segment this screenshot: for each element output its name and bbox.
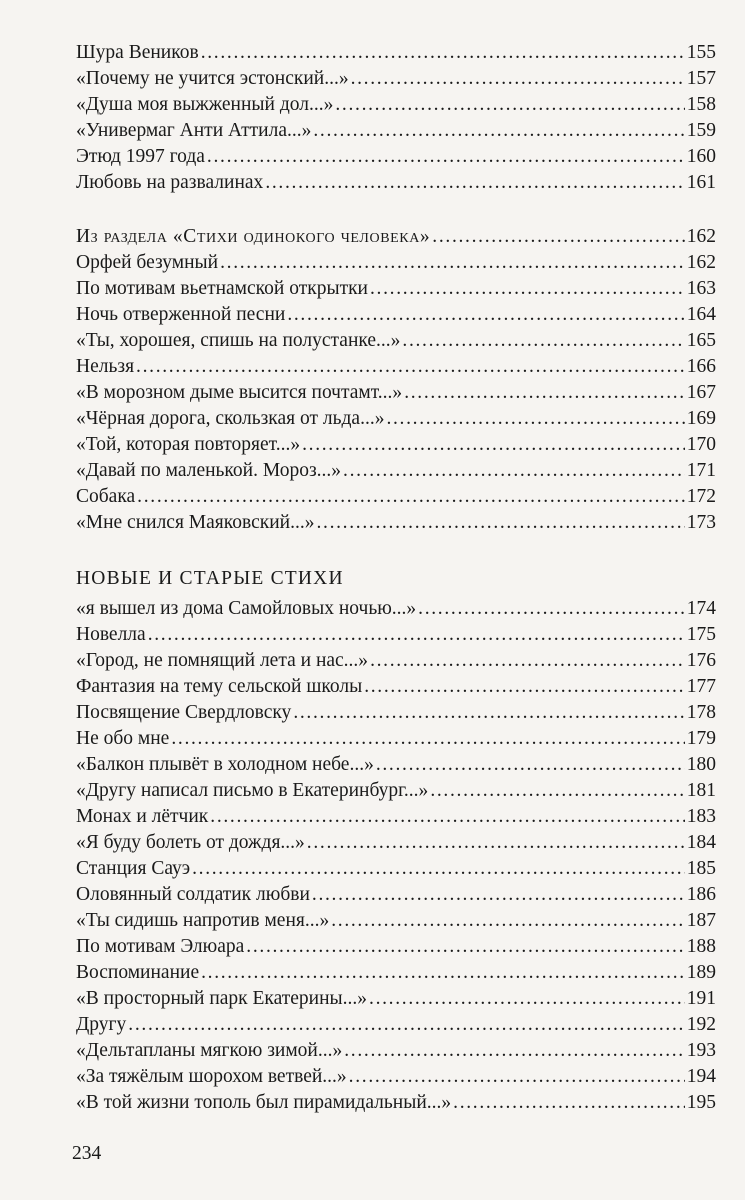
page-number: 234 — [72, 1143, 102, 1164]
toc-entry-title: «Ты, хорошея, спишь на полустанке...» — [76, 330, 401, 351]
toc-entry — [76, 622, 716, 648]
toc-entry-page: 195 — [686, 1092, 716, 1113]
toc-entry — [76, 276, 716, 302]
section-title: Из раздела «Стихи одинокого человека» — [76, 226, 431, 247]
dot-leader — [316, 510, 684, 536]
dot-leader — [376, 752, 685, 778]
toc-entry-title: «Ты сидишь напротив меня...» — [76, 910, 330, 931]
toc-entry-title: «В той жизни тополь был пирамидальный...» — [76, 1092, 452, 1113]
toc-entry-page: 188 — [686, 936, 716, 957]
dot-leader — [192, 856, 685, 882]
table-of-contents — [76, 40, 716, 1116]
dot-leader — [307, 830, 685, 856]
section-page: 162 — [686, 226, 716, 247]
toc-entry-title: «Дельтапланы мягкою зимой...» — [76, 1040, 343, 1061]
dot-leader — [128, 1012, 684, 1038]
dot-leader — [364, 674, 685, 700]
toc-entry-title: Собака — [76, 486, 136, 507]
toc-entry — [76, 856, 716, 882]
toc-entry-title: Нельзя — [76, 356, 135, 377]
toc-entry-page: 189 — [686, 962, 716, 983]
toc-entry-page: 192 — [686, 1014, 716, 1035]
dot-leader — [246, 934, 684, 960]
dot-leader — [370, 648, 685, 674]
toc-entry-title: Оловянный солдатик любви — [76, 884, 310, 905]
dot-leader — [201, 960, 685, 986]
toc-entry — [76, 144, 716, 170]
toc-entry-title: По мотивам вьетнамской открытки — [76, 278, 368, 299]
toc-entry-title: «Универмаг Анти Аттила...» — [76, 120, 312, 141]
toc-entry-title: «Другу написал письмо в Екатеринбург...» — [76, 780, 429, 801]
toc-entry-page: 177 — [686, 676, 716, 697]
toc-entry-title: «В морозном дыме высится почтамт...» — [76, 382, 403, 403]
dot-leader — [265, 170, 684, 196]
toc-entry-title: Шура Веников — [76, 42, 199, 63]
section-heading-entry — [76, 224, 716, 250]
toc-entry — [76, 40, 716, 66]
toc-entry-page: 171 — [686, 460, 716, 481]
section-spacer — [76, 196, 716, 224]
toc-entry-page: 194 — [686, 1066, 716, 1087]
toc-entry-title: Этюд 1997 года — [76, 146, 205, 167]
dot-leader — [293, 700, 684, 726]
dot-leader — [207, 144, 685, 170]
toc-entry — [76, 804, 716, 830]
toc-entry — [76, 700, 716, 726]
toc-entry-page: 167 — [686, 382, 716, 403]
dot-leader — [453, 1090, 685, 1116]
toc-entry — [76, 934, 716, 960]
dot-leader — [402, 328, 684, 354]
section-spacer — [76, 536, 716, 564]
toc-entry — [76, 830, 716, 856]
dot-leader — [369, 986, 685, 1012]
toc-entry-page: 193 — [686, 1040, 716, 1061]
dot-leader — [349, 1064, 685, 1090]
toc-entry-title: Станция Сауэ — [76, 858, 191, 879]
dot-leader — [287, 302, 684, 328]
toc-entry — [76, 432, 716, 458]
toc-entry — [76, 674, 716, 700]
toc-entry — [76, 458, 716, 484]
toc-entry-page: 181 — [686, 780, 716, 801]
toc-entry-title: Фантазия на тему сельской школы — [76, 676, 363, 697]
toc-entry-title: Монах и лётчик — [76, 806, 209, 827]
toc-entry-page: 169 — [686, 408, 716, 429]
toc-entry-title: По мотивам Элюара — [76, 936, 245, 957]
toc-entry-title: Не обо мне — [76, 728, 170, 749]
toc-entry-page: 170 — [686, 434, 716, 455]
toc-entry-page: 184 — [686, 832, 716, 853]
toc-entry-title: Воспоминание — [76, 962, 200, 983]
toc-entry-title: «Мне снился Маяковский...» — [76, 512, 315, 533]
toc-group-1 — [76, 40, 716, 196]
toc-group-2 — [76, 250, 716, 536]
toc-entry-page: 155 — [686, 42, 716, 63]
dot-leader — [220, 250, 685, 276]
toc-entry-page: 157 — [686, 68, 716, 89]
dot-leader — [430, 778, 684, 804]
toc-entry — [76, 778, 716, 804]
toc-entry-title: «Давай по маленькой. Мороз...» — [76, 460, 342, 481]
toc-entry-title: «Душа моя выжженный дол...» — [76, 94, 334, 115]
toc-entry-page: 164 — [686, 304, 716, 325]
toc-entry — [76, 250, 716, 276]
toc-entry — [76, 302, 716, 328]
dot-leader — [418, 596, 685, 622]
toc-entry-page: 159 — [686, 120, 716, 141]
toc-entry-page: 179 — [686, 728, 716, 749]
toc-entry-page: 175 — [686, 624, 716, 645]
toc-entry-page: 165 — [686, 330, 716, 351]
toc-entry — [76, 354, 716, 380]
toc-entry — [76, 118, 716, 144]
toc-entry-page: 185 — [686, 858, 716, 879]
dot-leader — [210, 804, 684, 830]
toc-entry-page: 158 — [686, 94, 716, 115]
toc-entry — [76, 986, 716, 1012]
toc-entry — [76, 726, 716, 752]
dot-leader — [370, 276, 685, 302]
toc-entry-title: «Той, которая повторяет...» — [76, 434, 301, 455]
toc-entry — [76, 406, 716, 432]
toc-entry — [76, 960, 716, 986]
toc-entry-page: 172 — [686, 486, 716, 507]
toc-group-3 — [76, 596, 716, 1116]
toc-entry-page: 163 — [686, 278, 716, 299]
dot-leader — [302, 432, 685, 458]
toc-entry-title: «я вышел из дома Самойловых ночью...» — [76, 598, 417, 619]
toc-entry-title: «Балкон плывёт в холодном небе...» — [76, 754, 374, 775]
toc-entry-page: 162 — [686, 252, 716, 273]
toc-entry-title: Новелла — [76, 624, 146, 645]
toc-entry — [76, 1038, 716, 1064]
dot-leader — [171, 726, 684, 752]
toc-entry — [76, 484, 716, 510]
toc-entry — [76, 908, 716, 934]
toc-entry — [76, 170, 716, 196]
toc-entry — [76, 752, 716, 778]
dot-leader — [313, 118, 684, 144]
toc-entry-title: «Город, не помнящий лета и нас...» — [76, 650, 369, 671]
toc-entry-page: 176 — [686, 650, 716, 671]
dot-leader — [312, 882, 685, 908]
toc-entry-title: Другу — [76, 1014, 127, 1035]
toc-entry — [76, 66, 716, 92]
dot-leader — [432, 224, 684, 250]
dot-leader — [344, 1038, 685, 1064]
toc-entry-title: «Я буду болеть от дождя...» — [76, 832, 305, 853]
toc-entry-page: 178 — [686, 702, 716, 723]
toc-entry-title: «В просторный парк Екатерины...» — [76, 988, 368, 1009]
toc-entry-title: «За тяжёлым шорохом ветвей...» — [76, 1066, 347, 1087]
toc-entry-page: 161 — [686, 172, 716, 193]
toc-entry-title: «Чёрная дорога, скользкая от льда...» — [76, 408, 385, 429]
toc-entry-title: Ночь отверженной песни — [76, 304, 286, 325]
toc-entry-page: 191 — [686, 988, 716, 1009]
toc-entry-page: 173 — [686, 512, 716, 533]
toc-entry-page: 174 — [686, 598, 716, 619]
toc-entry — [76, 882, 716, 908]
section-heading: НОВЫЕ И СТАРЫЕ СТИХИ — [76, 568, 344, 589]
dot-leader — [351, 66, 685, 92]
toc-entry — [76, 648, 716, 674]
toc-entry-page: 160 — [686, 146, 716, 167]
toc-entry — [76, 328, 716, 354]
toc-entry-title: Орфей безумный — [76, 252, 219, 273]
toc-entry-page: 183 — [686, 806, 716, 827]
toc-entry — [76, 1064, 716, 1090]
toc-entry-page: 166 — [686, 356, 716, 377]
dot-leader — [331, 908, 685, 934]
toc-entry-page: 187 — [686, 910, 716, 931]
dot-leader — [137, 484, 685, 510]
toc-entry — [76, 380, 716, 406]
toc-entry — [76, 1012, 716, 1038]
toc-entry-title: Любовь на развалинах — [76, 172, 264, 193]
dot-leader — [201, 40, 685, 66]
toc-entry-page: 186 — [686, 884, 716, 905]
dot-leader — [343, 458, 685, 484]
toc-entry — [76, 92, 716, 118]
dot-leader — [404, 380, 685, 406]
toc-entry — [76, 596, 716, 622]
dot-leader — [335, 92, 684, 118]
toc-entry-title: Посвящение Свердловску — [76, 702, 292, 723]
toc-entry — [76, 1090, 716, 1116]
toc-entry-title: «Почему не учится эстонский...» — [76, 68, 349, 89]
dot-leader — [148, 622, 685, 648]
dot-leader — [386, 406, 684, 432]
toc-entry-page: 180 — [686, 754, 716, 775]
dot-leader — [136, 354, 685, 380]
toc-entry — [76, 510, 716, 536]
